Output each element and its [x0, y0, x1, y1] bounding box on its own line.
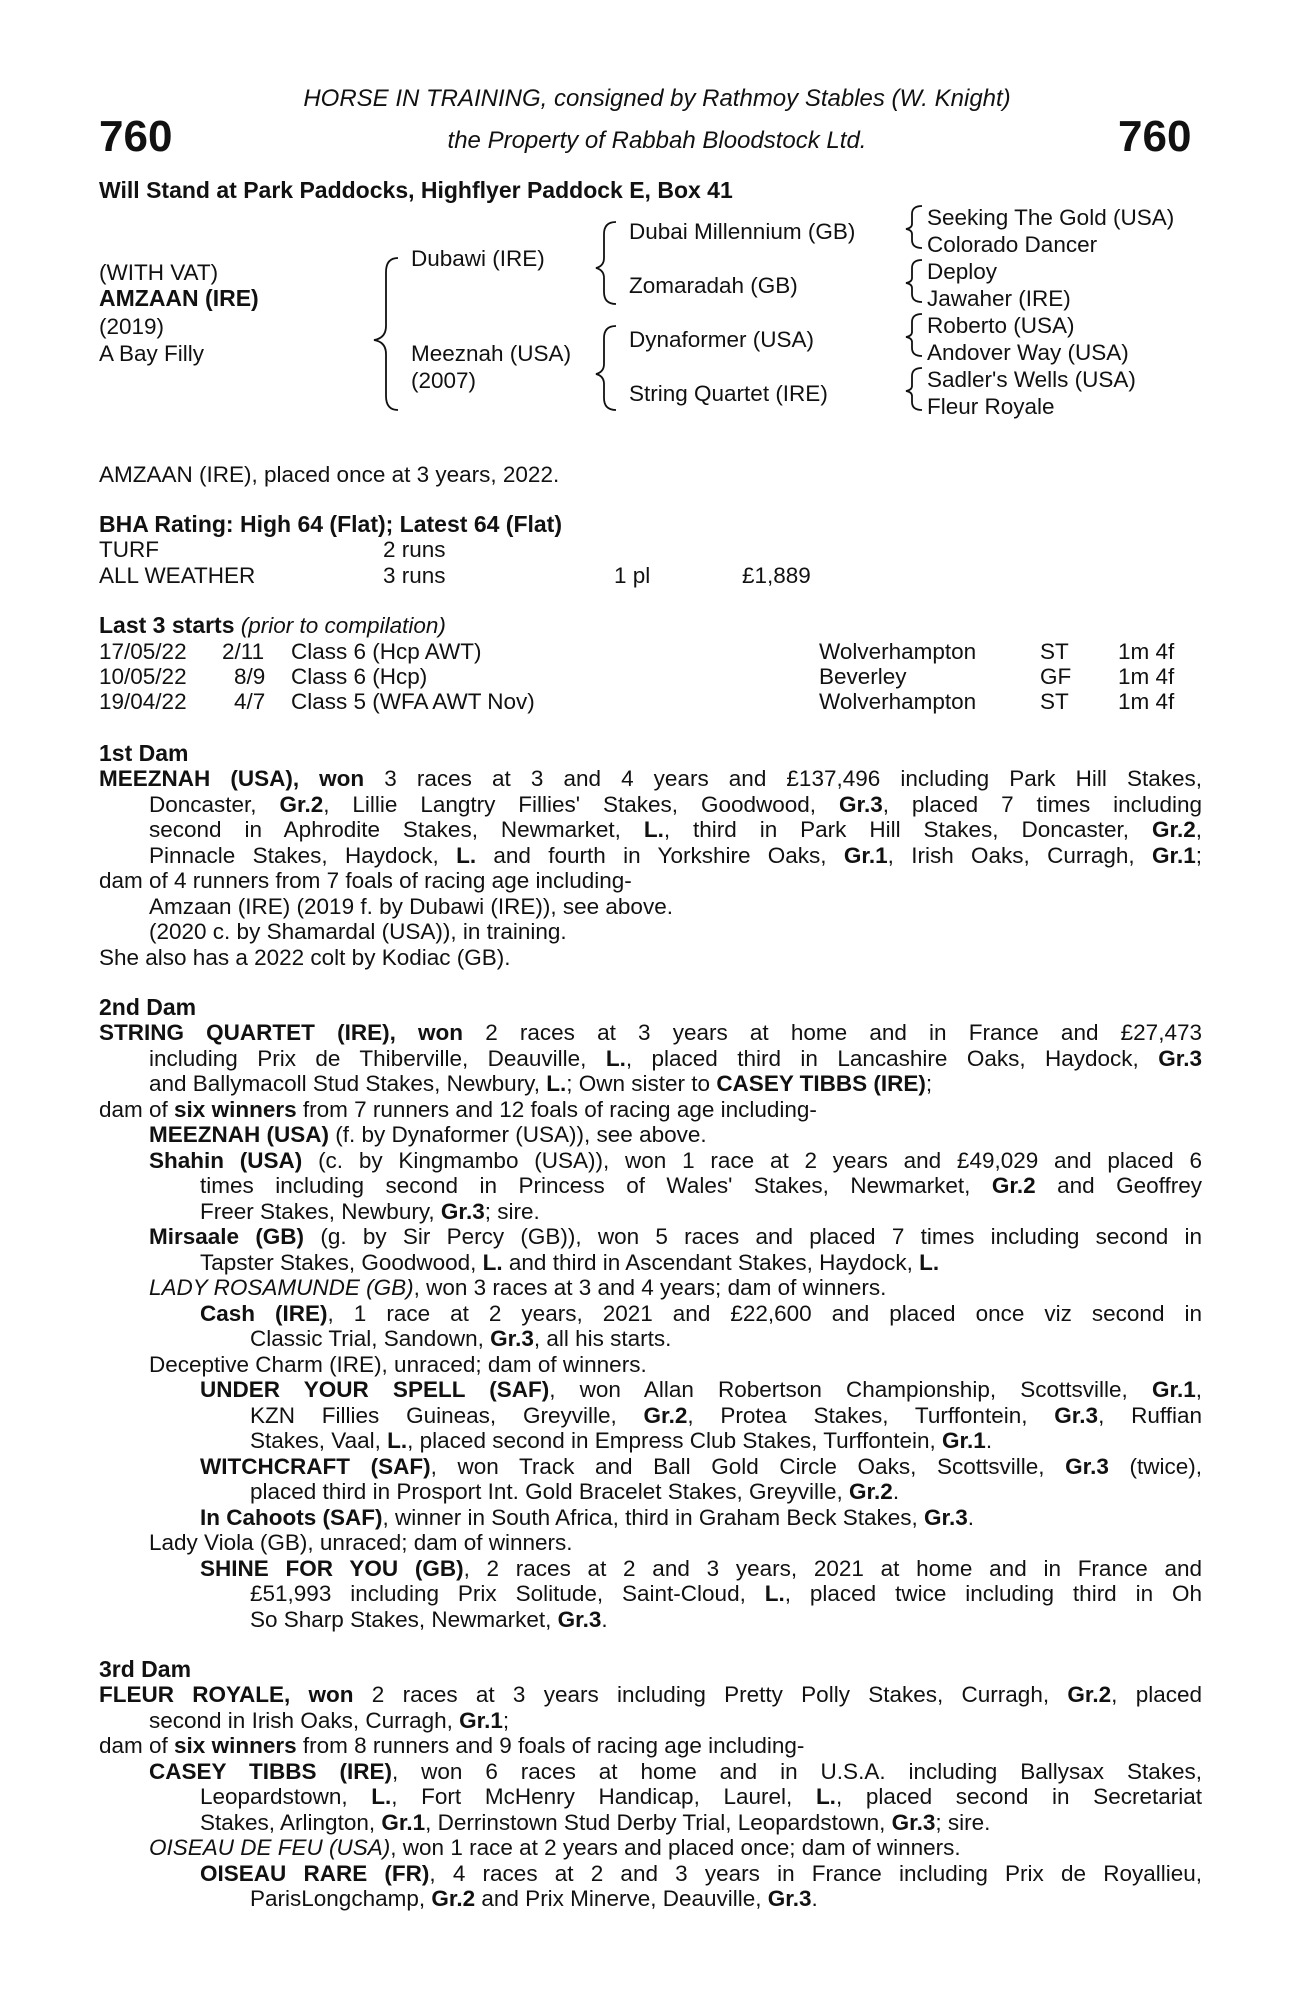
text-segment: CASEY TIBBS (IRE) [716, 1071, 926, 1096]
text-segment: (g. by Sir Percy (GB)), won 5 races and placed 7 times including second in [304, 1224, 1203, 1249]
text-line [99, 945, 1202, 971]
start-distance: 1m 4f [1118, 664, 1175, 689]
text-segment: L. [546, 1071, 567, 1096]
text-line [99, 1301, 1202, 1327]
text-line [99, 1046, 1202, 1072]
start-class: Class 6 (Hcp) [291, 664, 428, 689]
text-segment: dam of [99, 1096, 175, 1122]
start-course: Beverley [819, 664, 907, 689]
start-row [0, 689, 1314, 715]
sire-name: Dubawi (IRE) [411, 246, 545, 271]
text-segment: (twice), [1108, 1453, 1203, 1479]
text-segment: and third in Ascendant Stakes, Haydock, [502, 1249, 920, 1275]
text-segment: , Lillie Langtry Fillies' Stakes, Goodwood, [323, 791, 839, 817]
start-going: ST [1040, 639, 1069, 664]
text-segment: Gr.3 [440, 1198, 485, 1224]
race-summary: AMZAAN (IRE), placed once at 3 years, 2022. [99, 462, 560, 487]
text-line [99, 1784, 1202, 1810]
third-dam-text [99, 1682, 1202, 1912]
text-segment: Gr.2 [1151, 817, 1196, 842]
g3-ancestor-4: Jawaher (IRE) [927, 286, 1071, 311]
brace-main [374, 258, 398, 410]
text-segment: , 4 races at 2 and 3 years in France including Prix de Royallieu, [429, 1860, 1202, 1886]
sire-dam: Zomaradah (GB) [629, 273, 798, 298]
text-segment: , placed second in Secretariat [835, 1784, 1202, 1809]
text-line [99, 1607, 1202, 1633]
text-line [99, 1352, 1202, 1378]
text-segment: Tapster Stakes, Goodwood, [200, 1249, 483, 1275]
g3-ancestor-5: Roberto (USA) [927, 313, 1075, 338]
text-line [99, 1071, 1202, 1097]
text-segment: , placed twice including third in Oh [784, 1581, 1203, 1606]
start-going: ST [1040, 689, 1069, 714]
text-segment: Gr.2 [431, 1886, 476, 1911]
text-segment: Gr.3 [1158, 1045, 1202, 1071]
text-line [99, 1224, 1202, 1250]
text-line [99, 1733, 1202, 1759]
text-line [99, 868, 1202, 894]
text-segment: ; sire. [935, 1809, 991, 1835]
text-line [99, 1682, 1202, 1708]
text-segment: OISEAU RARE (FR) [200, 1860, 430, 1886]
text-line [99, 1148, 1202, 1174]
text-line [99, 1275, 1202, 1301]
text-segment: times including second in Princess of Wales' Stakes, Newmarket, [200, 1173, 992, 1198]
text-line [99, 1428, 1202, 1454]
brace-sire [596, 222, 616, 304]
start-distance: 1m 4f [1118, 689, 1175, 714]
dam-name: Meeznah (USA) [411, 341, 572, 366]
start-class: Class 6 (Hcp AWT) [291, 639, 482, 664]
rating-earnings: £1,889 [742, 563, 811, 588]
text-line [99, 1250, 1202, 1276]
text-line [99, 1377, 1202, 1403]
brace-g3-4 [906, 368, 922, 410]
text-line [99, 894, 1202, 920]
start-course: Wolverhampton [819, 689, 977, 714]
text-segment: , won Allan Robertson Championship, Scottsville, [549, 1377, 1152, 1402]
text-segment: WITCHCRAFT (SAF) [200, 1453, 431, 1479]
g3-ancestor-7: Sadler's Wells (USA) [927, 367, 1136, 392]
text-segment: , placed 7 times including [882, 791, 1202, 817]
rating-runs: 2 runs [383, 537, 446, 562]
brace-g3-1 [906, 206, 922, 248]
dam-year: (2007) [411, 368, 477, 393]
text-segment: £51,993 including Prix Solitude, Saint-Cloud, [250, 1581, 765, 1606]
text-line [99, 1403, 1202, 1429]
bha-rating-heading: BHA Rating: High 64 (Flat); Latest 64 (Flat) [99, 511, 562, 537]
text-segment: 3 races at 3 and 4 years and £137,496 including Park Hill Stakes, [364, 766, 1202, 791]
text-segment: , won 1 race at 2 years and placed once; dam of winners. [390, 1835, 961, 1860]
rating-surface: TURF [99, 537, 159, 562]
start-row [0, 639, 1314, 665]
text-segment: placed third in Prosport Int. Gold Bracelet Stakes, Greyville, [250, 1479, 850, 1504]
text-line [99, 919, 1202, 945]
start-distance: 1m 4f [1118, 639, 1175, 664]
text-line [99, 817, 1202, 843]
text-segment: , Irish Oaks, Curragh, [887, 842, 1152, 868]
text-line [99, 1759, 1202, 1785]
text-segment: , 1 race at 2 years, 2021 and £22,600 and placed once viz second in [327, 1300, 1202, 1326]
text-line [99, 792, 1202, 818]
horse-name: AMZAAN (IRE) [99, 285, 259, 311]
text-segment: second in Aphrodite Stakes, Newmarket, [149, 817, 644, 842]
text-segment: , [1195, 1377, 1202, 1402]
text-segment: Leopardstown, [200, 1784, 372, 1809]
text-segment: L. [387, 1428, 408, 1453]
text-segment: . [892, 1479, 900, 1504]
start-position: 2/11 [222, 639, 265, 664]
text-segment: Amzaan (IRE) (2019 f. by Dubawi (IRE)), see above. [149, 893, 673, 919]
start-course: Wolverhampton [819, 639, 977, 664]
lot-number-left: 760 [99, 112, 173, 161]
text-segment: Deceptive Charm (IRE), unraced; dam of winners. [149, 1351, 647, 1377]
rating-row-aw [0, 563, 1314, 589]
dam-sire: Dynaformer (USA) [629, 327, 815, 352]
text-line [99, 1122, 1202, 1148]
text-line [99, 1556, 1202, 1582]
text-segment: Gr.1 [381, 1809, 426, 1835]
first-dam-text [99, 766, 1202, 970]
text-segment: , third in Park Hill Stakes, Doncaster, [663, 817, 1152, 842]
text-segment: (2020 c. by Shamardal (USA)), in training. [149, 919, 567, 944]
text-segment: . [811, 1886, 818, 1911]
text-segment: Gr.2 [1067, 1682, 1112, 1707]
text-segment: ; sire. [484, 1198, 540, 1224]
text-segment: She also has a 2022 colt by Kodiac (GB). [99, 944, 511, 970]
text-segment: Gr.3 [923, 1504, 968, 1530]
text-segment: Gr.3 [490, 1326, 534, 1351]
text-line [99, 1479, 1202, 1505]
text-segment: ; [1195, 842, 1203, 868]
text-segment: , won Track and Ball Gold Circle Oaks, Scottsville, [430, 1453, 1066, 1479]
g3-ancestor-2: Colorado Dancer [927, 232, 1098, 257]
text-segment: , Ruffian [1098, 1402, 1202, 1428]
g3-ancestor-8: Fleur Royale [927, 394, 1055, 419]
text-segment: Gr.3 [767, 1886, 812, 1911]
text-segment: Stakes, Vaal, [250, 1428, 388, 1453]
text-line [99, 766, 1202, 792]
text-segment: UNDER YOUR SPELL (SAF) [200, 1377, 550, 1402]
text-segment: MEEZNAH (USA), won [99, 766, 365, 791]
start-date: 10/05/22 [99, 664, 187, 689]
rating-runs: 3 runs [383, 563, 446, 588]
text-line [99, 1861, 1202, 1887]
text-segment: Lady Viola (GB), unraced; dam of winners. [149, 1530, 573, 1555]
text-segment: Gr.2 [279, 791, 324, 817]
start-position: 4/7 [234, 689, 266, 714]
rating-row-turf [0, 537, 1314, 563]
text-segment: Gr.1 [942, 1428, 986, 1453]
text-segment: L. [815, 1784, 836, 1809]
text-segment: L. [643, 817, 664, 842]
text-segment: , placed second in Empress Club Stakes, Turffontein, [407, 1428, 943, 1453]
text-segment: from 7 runners and 12 foals of racing age including- [296, 1096, 817, 1122]
text-segment: and Geoffrey [1035, 1173, 1202, 1198]
text-segment: ; [925, 1071, 933, 1096]
text-segment: Gr.1 [1151, 1377, 1196, 1402]
text-segment: Gr.1 [843, 842, 888, 868]
text-segment: Gr.1 [459, 1707, 503, 1733]
text-segment: Gr.3 [557, 1606, 602, 1632]
start-date: 17/05/22 [99, 639, 187, 664]
text-segment: ParisLongchamp, [250, 1886, 432, 1911]
start-going: GF [1040, 664, 1072, 689]
text-segment: So Sharp Stakes, Newmarket, [250, 1606, 558, 1632]
text-segment: , 2 races at 2 and 3 years, 2021 at home and in France and [463, 1555, 1202, 1581]
text-segment: Gr.2 [849, 1479, 893, 1504]
dam-dam: String Quartet (IRE) [629, 381, 828, 406]
vat-note: (WITH VAT) [99, 260, 219, 285]
consignment-line: HORSE IN TRAINING, consigned by Rathmoy Stables (W. Knight) [303, 85, 1011, 112]
text-line [99, 1173, 1202, 1199]
text-segment: . [985, 1428, 993, 1453]
text-line [99, 1020, 1202, 1046]
horse-year: (2019) [99, 314, 165, 339]
lot-number-right: 760 [1118, 112, 1192, 161]
text-segment: 2 races at 3 years at home and in France and £27,473 [463, 1020, 1202, 1045]
text-line [99, 1326, 1202, 1352]
text-segment: Classic Trial, Sandown, [250, 1326, 491, 1351]
text-line [99, 1886, 1202, 1912]
text-segment: and fourth in Yorkshire Oaks, [476, 842, 844, 868]
start-class: Class 5 (WFA AWT Nov) [291, 689, 535, 714]
text-segment: ; Own sister to [566, 1071, 717, 1096]
text-segment: Shahin (USA) [149, 1147, 303, 1173]
g3-ancestor-1: Seeking The Gold (USA) [927, 205, 1175, 230]
rating-placed: 1 pl [614, 563, 651, 588]
last-starts-note: (prior to compilation) [240, 613, 446, 638]
text-segment: (f. by Dynaformer (USA)), see above. [329, 1122, 707, 1147]
last-starts-title: Last 3 starts [99, 612, 235, 638]
text-segment: second in Irish Oaks, Curragh, [149, 1707, 460, 1733]
text-segment: Gr.1 [1151, 842, 1196, 868]
text-segment: STRING QUARTET (IRE), won [99, 1020, 464, 1045]
text-segment: and Prix Minerve, Deauville, [475, 1886, 768, 1911]
text-segment: Freer Stakes, Newbury, [200, 1198, 441, 1224]
brace-g3-2 [906, 260, 922, 302]
horse-description: A Bay Filly [99, 341, 205, 366]
text-segment: , Fort McHenry Handicap, Laurel, [391, 1784, 816, 1809]
text-segment: , won 3 races at 3 and 4 years; dam of winners. [413, 1275, 887, 1300]
brace-dam [596, 326, 616, 410]
text-segment: from 8 runners and 9 foals of racing age including- [296, 1733, 805, 1758]
start-date: 19/04/22 [99, 689, 187, 714]
text-segment: Gr.3 [891, 1809, 936, 1835]
text-line [99, 1199, 1202, 1225]
g3-ancestor-6: Andover Way (USA) [927, 340, 1129, 365]
text-segment: dam of [99, 1733, 175, 1758]
third-dam-heading: 3rd Dam [99, 1656, 192, 1682]
text-segment: SHINE FOR YOU (GB) [200, 1555, 464, 1581]
text-segment: OISEAU DE FEU (USA) [149, 1835, 391, 1860]
text-line [99, 1708, 1202, 1734]
start-position: 8/9 [234, 664, 266, 689]
text-segment: , placed third in Lancashire Oaks, Haydock, [625, 1045, 1159, 1071]
text-segment: , Protea Stakes, Turffontein, [687, 1402, 1055, 1428]
text-segment: In Cahoots (SAF) [200, 1504, 383, 1530]
text-segment: L. [764, 1581, 785, 1606]
text-segment: dam of 4 runners from 7 foals of racing age including- [99, 868, 632, 893]
text-segment: L. [605, 1045, 626, 1071]
text-segment: LADY ROSAMUNDE (GB) [149, 1275, 414, 1300]
text-segment: L. [456, 842, 477, 868]
text-segment: including Prix de Thiberville, Deauville, [149, 1045, 606, 1071]
text-line [99, 1454, 1202, 1480]
text-segment: , Derrinstown Stud Derby Trial, Leopardstown, [425, 1809, 892, 1835]
text-segment: Cash (IRE) [200, 1300, 328, 1326]
text-segment: . [601, 1606, 608, 1632]
property-line: the Property of Rabbah Bloodstock Ltd. [447, 127, 867, 154]
second-dam-heading: 2nd Dam [99, 994, 197, 1020]
text-segment: , won 6 races at home and in U.S.A. including Ballysax Stakes, [391, 1758, 1202, 1784]
text-segment: Gr.3 [1065, 1453, 1109, 1479]
text-segment: Doncaster, [149, 791, 280, 817]
text-segment: , all his starts. [533, 1326, 672, 1351]
sire-sire: Dubai Millennium (GB) [629, 219, 856, 244]
text-segment: Gr.2 [643, 1402, 688, 1428]
text-segment: L. [482, 1249, 503, 1275]
text-segment: , [1195, 817, 1202, 842]
text-segment: (c. by Kingmambo (USA)), won 1 race at 2 years and £49,029 and placed 6 [302, 1147, 1202, 1173]
text-line [99, 1530, 1202, 1556]
text-segment: MEEZNAH (USA) [149, 1122, 329, 1147]
text-segment: six winners [174, 1733, 297, 1758]
text-line [99, 1097, 1202, 1123]
text-segment: six winners [174, 1096, 297, 1122]
start-row [0, 664, 1314, 690]
text-segment: FLEUR ROYALE, won [99, 1682, 354, 1707]
text-line [99, 1835, 1202, 1861]
text-segment: L. [919, 1249, 940, 1275]
rating-surface: ALL WEATHER [99, 563, 256, 588]
text-segment: , winner in South Africa, third in Graham Beck Stakes, [382, 1504, 924, 1530]
text-line [99, 1505, 1202, 1531]
text-segment: Pinnacle Stakes, Haydock, [149, 842, 457, 868]
text-line [99, 1810, 1202, 1836]
text-segment: KZN Fillies Guineas, Greyville, [250, 1402, 644, 1428]
text-segment: 2 races at 3 years including Pretty Polly Stakes, Curragh, [353, 1682, 1068, 1707]
stand-line: Will Stand at Park Paddocks, Highflyer Paddock E, Box 41 [99, 177, 733, 203]
text-segment: Gr.3 [1054, 1402, 1099, 1428]
text-segment: CASEY TIBBS (IRE) [149, 1758, 392, 1784]
text-segment: and Ballymacoll Stud Stakes, Newbury, [149, 1071, 547, 1096]
second-dam-text [99, 1020, 1202, 1632]
last-starts-heading [99, 613, 446, 639]
g3-ancestor-3: Deploy [927, 259, 998, 284]
text-segment: ; [502, 1707, 510, 1733]
text-segment: Stakes, Arlington, [200, 1809, 382, 1835]
text-line [99, 1581, 1202, 1607]
brace-g3-3 [906, 314, 922, 356]
text-segment: Gr.3 [838, 791, 883, 817]
text-segment: . [967, 1504, 975, 1530]
text-segment: , placed [1111, 1682, 1202, 1707]
text-segment: L. [371, 1784, 392, 1809]
text-segment: Gr.2 [991, 1173, 1036, 1198]
text-segment: Mirsaale (GB) [149, 1224, 305, 1249]
first-dam-heading: 1st Dam [99, 740, 189, 766]
text-line [99, 843, 1202, 869]
